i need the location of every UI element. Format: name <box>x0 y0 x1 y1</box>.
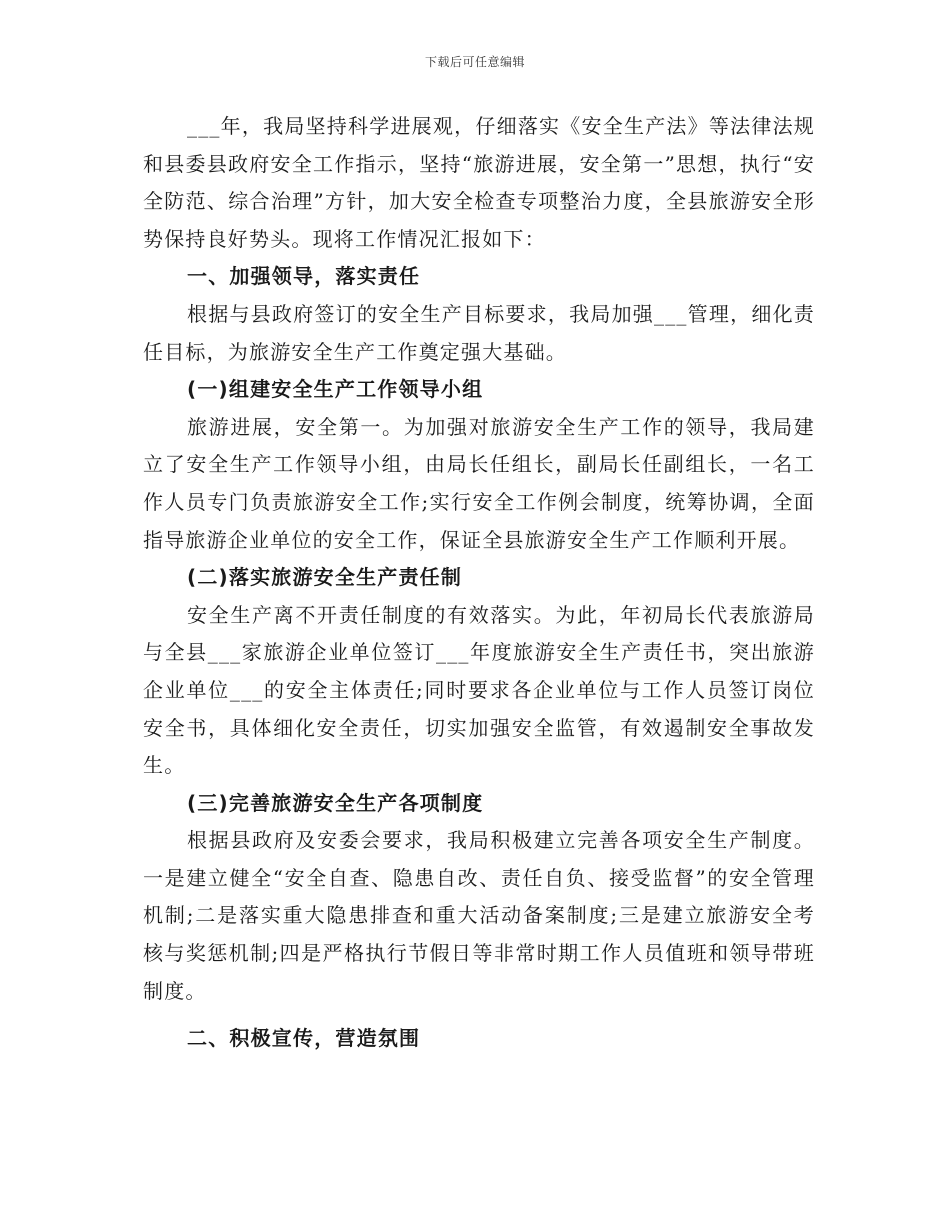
subsection-2-paragraph: 安全生产离不开责任制度的有效落实。为此，年初局长代表旅游局与全县___家旅游企业单位签订___年度旅游安全生产责任书，突出旅游企业单位___的安全主体责任;同时要求各企业单位与工作人员签订岗位安全书，具体细化安全责任，切实加强安全监管，有效遏制安全事故发生。 <box>143 602 815 778</box>
document-body <box>143 108 815 1058</box>
subsection-1-paragraph: 旅游进展，安全第一。为加强对旅游安全生产工作的领导，我局建立了安全生产工作领导小组，由局长任组长，副局长任副组长，一名工作人员专门负责旅游安全工作;实行安全工作例会制度，统筹协调，全面指导旅游企业单位的安全工作，保证全县旅游安全生产工作顺利开展。 <box>143 414 815 552</box>
subsection-2-heading: (二)落实旅游安全生产责任制 <box>187 565 463 590</box>
page-header: 下载后可任意编辑 <box>424 55 525 69</box>
subsection-3-heading: (三)完善旅游安全生产各项制度 <box>187 790 484 815</box>
section-1-paragraph: 根据与县政府签订的安全生产目标要求，我局加强___管理，细化责任目标，为旅游安全生产工作奠定强大基础。 <box>143 301 815 364</box>
section-1-heading: 一、加强领导，落实责任 <box>187 264 421 289</box>
section-2-heading: 二、积极宣传，营造氛围 <box>187 1026 421 1051</box>
subsection-1-heading: (一)组建安全生产工作领导小组 <box>187 377 484 402</box>
subsection-3-paragraph: 根据县政府及安委会要求，我局积极建立完善各项安全生产制度。一是建立健全“安全自查、隐患自改、责任自负、接受监督”的安全管理机制;二是落实重大隐患排查和重大活动备案制度;三是建立旅游安全考核与奖惩机制;四是严格执行节假日等非常时期工作人员值班和领导带班制度。 <box>143 828 815 1003</box>
intro-paragraph: ___年，我局坚持科学进展观，仔细落实《安全生产法》等法律法规和县委县政府安全工作指示，坚持“旅游进展，安全第一”思想，执行“安全防范、综合治理”方针，加大安全检查专项整治力度，全县旅游安全形势保持良好势头。现将工作情况汇报如下： <box>143 114 815 251</box>
